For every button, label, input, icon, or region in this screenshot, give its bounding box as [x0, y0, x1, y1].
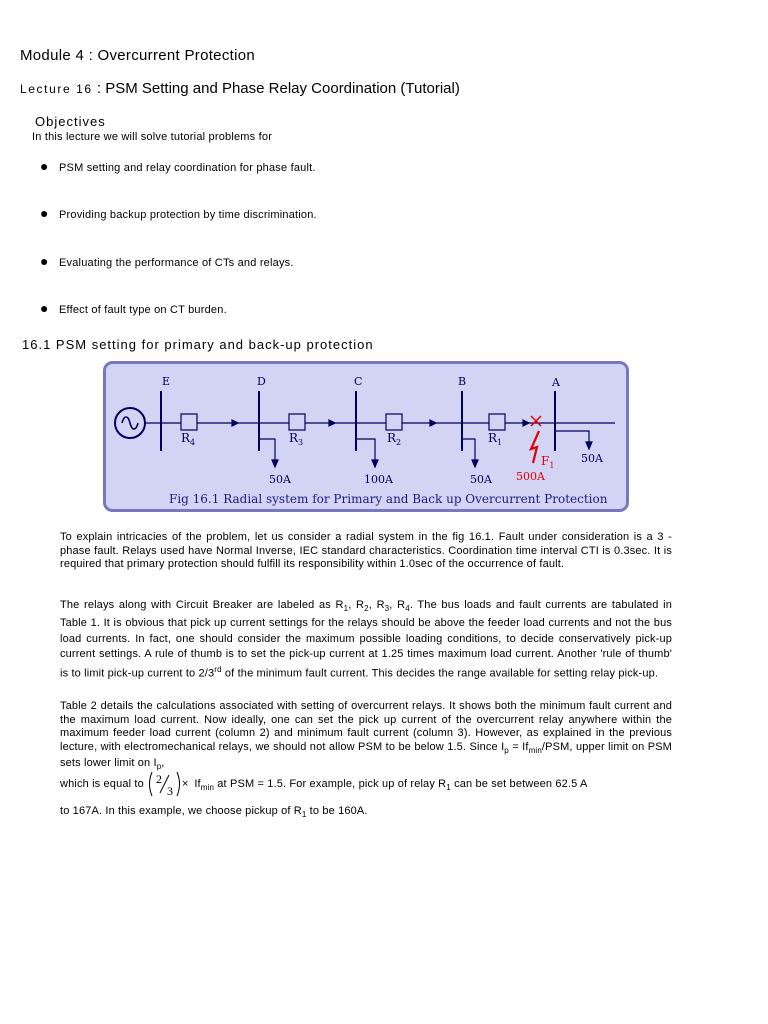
relay-r1: [489, 414, 505, 430]
paragraph-formula-line: which is equal to 2 3 × $If_{min}$ at PSM = 1.5. For example, pick up of relay $R_1$ can be set between 62.5 A: [60, 772, 588, 799]
relay-r3: [289, 414, 305, 430]
bullet-icon: ●: [40, 158, 49, 174]
lecture-title-text: : PSM Setting and Phase Relay Coordination (Tutorial): [92, 80, 460, 97]
fault-label: $F_1$: [541, 454, 555, 470]
load-label-b: 50A: [470, 473, 492, 486]
fraction-denominator: 3: [167, 784, 174, 799]
load-label-a: 50A: [581, 452, 603, 465]
module-title: Module 4 : Overcurrent Protection: [20, 47, 256, 64]
objectives-intro: In this lecture we will solve tutorial problems for: [32, 131, 273, 143]
bus-label-a: A: [552, 376, 560, 389]
lecture-prefix: Lecture 16: [20, 82, 93, 96]
paragraph-intro: To explain intricacies of the problem, let us consider a radial system in the fig 16.1. Fault under consideration is a 3 - phase fault. Relays used have Normal Inverse, IEC standard characteristics. Coordination time interval CTI is 0.3sec. It is required that primary protection should fulfill its responsibility within 1.0sec of the occurrence of fault.: [60, 531, 672, 570]
objective-text: Evaluating the performance of CTs and relays.: [59, 257, 294, 269]
load-label-c: 100A: [364, 473, 393, 486]
load-label-d: 50A: [269, 473, 291, 486]
svg-text:×: ×: [182, 778, 189, 791]
objective-text: PSM setting and relay coordination for phase fault.: [59, 162, 316, 174]
relay-label-r2: $R_2$: [387, 431, 402, 447]
bullet-icon: ●: [40, 300, 49, 316]
list-item: [40, 300, 227, 316]
list-item: [40, 158, 316, 174]
relay-r2: [386, 414, 402, 430]
relay-r4: [181, 414, 197, 430]
fault-current-label: 500A: [516, 470, 545, 483]
relay-label-r4: $R_4$: [181, 431, 196, 447]
objectives-heading: Objectives: [35, 114, 106, 129]
objective-text: Providing backup protection by time discrimination.: [59, 209, 317, 221]
figure-caption: Fig 16.1 Radial system for Primary and Back up Overcurrent Protection: [169, 492, 608, 506]
relay-label-r1: $R_1$: [488, 431, 503, 447]
list-item: [40, 205, 317, 221]
relay-label-r3: $R_3$: [289, 431, 304, 447]
bus-label-e: E: [162, 375, 171, 388]
bullet-icon: ●: [40, 205, 49, 221]
lecture-title: [20, 80, 460, 97]
fraction-numerator: 2: [156, 772, 163, 787]
section-heading: 16.1 PSM setting for primary and back-up protection: [22, 337, 374, 352]
paragraph-table2: Table 2 details the calculations associated with setting of overcurrent relays. It shows both the minimum fault current and the maximum load current. Now ideally, one can set the pick up current of the overcurrent relay anywhere within the maximum feeder load current (column 2) and minimum fault current (column 3). However, as explained in the previous lecture, with electromechanical relays, we should not allow PSM to be below 1.5. Since $I_p = If_{min}/PSM$, upper limit on PSM sets lower limit on $I_p$,: [60, 700, 672, 772]
list-item: [40, 253, 294, 269]
radial-system-figure: [103, 361, 629, 512]
paragraph-relays: The relays along with Circuit Breaker are labeled as $R_1$, $R_2$, $R_3$, $R_4$. The bus loads and fault currents are tabulated in Table 1. It is obvious that pick up current settings for the relays should be above the feeder load currents and not the bus load currents. In fact, one should consider the maximum possible loading conditions, to decide conservatively pick-up current settings. A rule of thumb is to set the pick-up current at 1.25 times maximum load current. Another 'rule of thumb' is to limit pick-up current to 2/3rd of the minimum fault current. This decides the range available for setting relay pick-up.: [60, 599, 673, 681]
bus-label-d: D: [257, 375, 266, 388]
bus-label-c: C: [354, 375, 363, 388]
paragraph-pickup: to 167A. In this example, we choose pickup of $R_1$ to be 160A.: [60, 805, 368, 820]
fraction-formula: [147, 770, 191, 798]
bullet-icon: ●: [40, 253, 49, 269]
objective-text: Effect of fault type on CT burden.: [59, 304, 227, 316]
bus-label-b: B: [458, 375, 467, 388]
